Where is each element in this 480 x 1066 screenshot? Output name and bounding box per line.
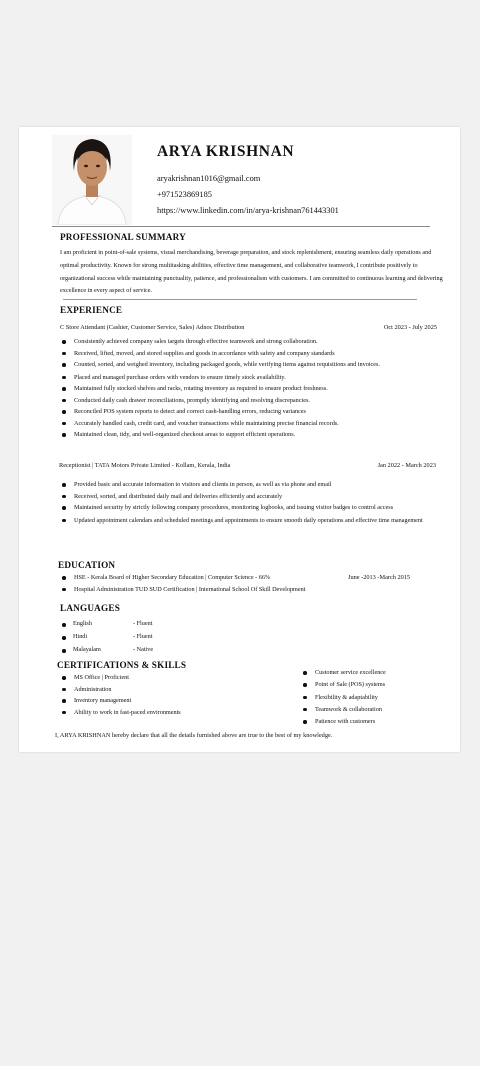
profile-photo bbox=[52, 135, 132, 225]
bullet-icon bbox=[62, 623, 66, 627]
job-bullets bbox=[60, 336, 448, 441]
job-dates: Jan 2022 - March 2023 bbox=[377, 462, 436, 469]
list-item: Patience with customers bbox=[301, 716, 451, 728]
certifications-heading: CERTIFICATIONS & SKILLS bbox=[57, 660, 187, 670]
education-list bbox=[60, 572, 350, 595]
job-title: Receptionist | TATA Motors Private Limited - Kollam, Kerala, India bbox=[59, 462, 231, 469]
header-divider bbox=[52, 226, 430, 227]
list-item: Updated appointment calendars and scheduled meetings and appointments to ensure smooth daily operations and effective time management bbox=[60, 515, 448, 528]
list-item: Conducted daily cash drawer reconciliations, promptly identifying and resolving discrepancies. bbox=[60, 395, 448, 407]
list-item: HSE - Kerala Board of Higher Secondary Education | Computer Science - 66% bbox=[60, 572, 350, 584]
list-item: Administration bbox=[60, 684, 280, 696]
list-item: Customer service excellence bbox=[301, 667, 451, 679]
job-bullets bbox=[60, 479, 448, 527]
skills-list-left bbox=[60, 672, 280, 718]
candidate-name: ARYA KRISHNAN bbox=[157, 143, 295, 160]
languages-heading: LANGUAGES bbox=[60, 603, 120, 613]
list-item: Inventory management bbox=[60, 695, 280, 707]
declaration-text: I, ARYA KRISHNAN hereby declare that all the details furnished above are true to the best of my knowledge. bbox=[55, 732, 333, 739]
summary-heading: PROFESSIONAL SUMMARY bbox=[60, 232, 186, 242]
bullet-icon bbox=[62, 649, 66, 653]
list-item: Maintained fully stocked shelves and racks, rotating inventory as required to ensure product freshness. bbox=[60, 383, 448, 395]
phone-number: +971523869185 bbox=[157, 190, 212, 199]
list-item: Hospital Administration TUD SUD Certification | International School Of Skill Development bbox=[60, 584, 404, 596]
summary-divider bbox=[63, 299, 417, 300]
list-item: Point of Sale (POS) systems bbox=[301, 679, 451, 691]
education-heading: EDUCATION bbox=[58, 560, 116, 570]
job-title: C Store Attendant (Cashier, Customer Service, Sales) Adnoc Distribution bbox=[60, 324, 245, 331]
language-name: Hindi bbox=[73, 633, 88, 640]
email-link[interactable]: aryakrishnan1016@gmail.com bbox=[157, 174, 261, 183]
list-item: Teamwork & collaboration bbox=[301, 704, 451, 716]
list-item: Received, lifted, moved, and stored supplies and goods in accordance with safety and company standards bbox=[60, 348, 448, 360]
resume-page bbox=[19, 127, 460, 752]
language-level: - Native bbox=[133, 646, 154, 653]
job-title-row bbox=[60, 324, 448, 331]
job-dates: Oct 2023 - July 2025 bbox=[383, 324, 437, 331]
list-item: Accurately handled cash, credit card, and voucher transactions while maintaining precise financial records. bbox=[60, 418, 448, 430]
bullet-icon bbox=[62, 636, 66, 640]
language-level: - Fluent bbox=[133, 633, 153, 640]
language-name: Malayalam bbox=[73, 646, 101, 653]
education-dates: June -2013 -March 2015 bbox=[348, 574, 411, 581]
list-item: Provided basic and accurate information to visitors and clients in person, as well as via phone and email bbox=[60, 479, 448, 491]
list-item: Ability to work in fast-paced environments bbox=[60, 707, 280, 719]
list-item: Received, sorted, and distributed daily mail and deliveries efficiently and accurately bbox=[60, 491, 448, 503]
list-item: Maintained clean, tidy, and well-organized checkout areas to support efficient operations. bbox=[60, 429, 448, 441]
list-item: Placed and managed purchase orders with vendors to ensure timely stock availability. bbox=[60, 372, 448, 384]
language-name: English bbox=[73, 620, 92, 627]
language-level: - Fluent bbox=[133, 620, 153, 627]
linkedin-link[interactable]: https://www.linkedin.com/in/arya-krishnan761443301 bbox=[157, 206, 339, 215]
list-item: Counted, sorted, and weighed inventory, including packaged goods, while verifying items against requisitions and invoices. bbox=[60, 359, 448, 372]
list-item: Reconciled POS system reports to detect and correct cash-handling errors, reducing variances bbox=[60, 406, 448, 418]
list-item: Consistently achieved company sales targets through effective teamwork and strong collaboration. bbox=[60, 336, 448, 348]
list-item: Maintained security by strictly following company procedures, monitoring logbooks, and issuing visitor badges to control access bbox=[60, 502, 448, 515]
skills-list-right bbox=[301, 667, 451, 728]
experience-heading: EXPERIENCE bbox=[60, 305, 123, 315]
profile-photo-image bbox=[52, 135, 132, 225]
summary-text: I am proficient in point-of-sale systems, visual merchandising, beverage preparation, and stock replenishment, ensuring seamless daily operations and optimal productivity. Known for strong multitasking abilities, effective time management, and collaborative teamwork, I contribute positively to organizational success while maintaining punctuality, patience, and professionalism with customers. I am committed to continuous learning and delivering excellence in every aspect of service. bbox=[60, 249, 443, 295]
list-item: Flexibility & adaptability bbox=[301, 692, 451, 704]
list-item: MS Office | Proficient bbox=[60, 672, 280, 684]
job-title-row bbox=[59, 462, 447, 469]
